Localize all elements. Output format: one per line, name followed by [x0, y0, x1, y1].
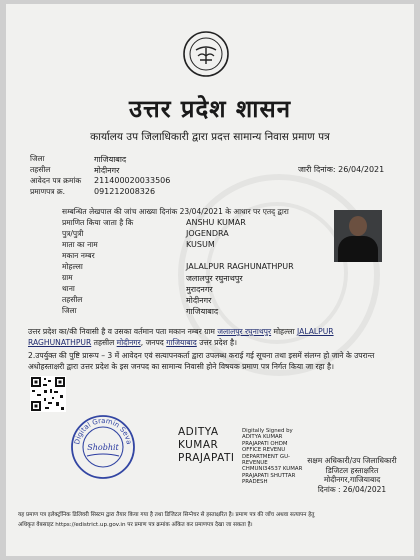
meta-value: 091212008326 [94, 187, 156, 196]
signatory-name [178, 426, 235, 465]
certificate-subtitle: कार्यालय उप जिलाधिकारी द्वारा प्रदत्त सामान्य निवास प्रमाण पत्र [90, 131, 330, 143]
footer-note-line1: यह प्रमाण पत्र इलेक्ट्रॉनिक डिलिवरी सिस्टम द्वारा तैयार किया गया है तथा डिजिटल सिग्नेचर से हस्ताक्षरित है। प्रमाण पत्र की जाँच अथवा सत्यापन हेतु [18, 512, 315, 518]
digital-signature-info: Digitally Signed by ADITYA KUMAR PRAJAPATI OHDM OFFICE REVENU DEPARTMENT GU-REVENUE CHMUNI34537 KUMAR PRAJAPATI SHUTTAR PRADESH [242, 428, 303, 486]
applicant-label: माता का नाम [62, 240, 98, 249]
applicant-label: थाना [62, 284, 75, 293]
seal-text: Digital Gramin Seva [73, 416, 133, 446]
issuing-authority [294, 456, 410, 494]
authority-line: मोदीनगर,गाजियाबाद [323, 475, 381, 484]
statement-tehsil: मोदीनगर [116, 338, 141, 347]
meta-value: 211400020033506 [94, 176, 171, 185]
statement-text: तहसील [91, 338, 117, 347]
statement-text: उत्तर प्रदेश है। [196, 338, 237, 347]
residence-statement [28, 326, 394, 348]
statement-mohalla: JALALPUR RAGHUNATHPUR [28, 327, 334, 347]
page-title: उत्तर प्रदेश शासन [128, 95, 292, 123]
applicant-value: KUSUM [186, 240, 215, 249]
statement-text: मोहल्ला [271, 327, 298, 336]
issue-date-value: 26/04/2021 [338, 165, 385, 174]
up-government-emblem-icon [182, 30, 230, 78]
applicant-value: मुरादनगर [186, 285, 213, 294]
authority-line: डिजिटल हस्ताक्षरित [325, 465, 379, 475]
applicant-label: जिला [62, 306, 77, 315]
issue-date-label: जारी दिनांक: [298, 165, 336, 174]
issue-date [298, 164, 384, 175]
applicant-label: ग्राम [62, 273, 73, 282]
meta-value: गाजियाबाद [94, 155, 127, 164]
meta-label: तहसील [30, 165, 51, 174]
meta-label: आवेदन पत्र क्रमांक [30, 176, 82, 185]
digital-gramin-seva-seal-icon [70, 414, 136, 480]
applicant-value: जलालपुर रघुनाथपुर [186, 274, 243, 283]
qr-code-icon [30, 376, 66, 412]
certificate-sheet [6, 4, 414, 556]
meta-label: जिला [30, 154, 45, 163]
applicant-label: पुत्र/पुत्री [62, 229, 84, 238]
authority-date-value: 26/04/2021 [342, 484, 387, 494]
footer-note-line2: अधिकृत वेबसाइट https://edistrict.up.gov.in पर प्रमाण पत्र क्रमांक अंकित कर प्रमाणपत्र देखा जा सकता है। [18, 522, 253, 528]
applicant-value: मोदीनगर [186, 296, 212, 305]
applicant-value: JALALPUR RAGHUNATHPUR [186, 262, 294, 271]
statement-district: गाजियाबाद [166, 338, 197, 347]
applicant-value: गाजियाबाद [186, 307, 219, 316]
applicant-name: ANSHU KUMAR [186, 218, 246, 227]
authority-date [294, 485, 410, 495]
statement-text: , जनपद [140, 338, 167, 347]
meta-value: मोदीनगर [94, 166, 120, 175]
applicant-label: मोहल्ला [62, 262, 83, 271]
applicant-value: JOGENDRA [186, 229, 229, 238]
applicant-label: तहसील [62, 295, 83, 304]
signatory-name-line: KUMAR [178, 439, 219, 451]
authority-date-label: दिनांक : [317, 484, 341, 494]
statement-text: उत्तर प्रदेश का/की निवासी है व उसका वर्तमान पता मकान नम्बर ग्राम [28, 327, 218, 336]
applicant-label: मकान नम्बर [62, 251, 95, 260]
verification-note: 2.उपर्युक्त की पुष्टि प्रारूप – 3 में आवेदन एवं सत्यापनकर्ता द्वारा उपलब्ध कराई गई सूचना तथा इसमें संलग्न हो जाने के उपरान्त अधोहस्ताक्षरी द्वारा उत्तर प्रदेश के इस जनपद का सामान्य निवासी होने विषयक प्रमाण पत्र निर्गत किया जा रहा है। [28, 351, 375, 371]
meta-label: प्रमाणपत्र क्र. [30, 187, 66, 196]
statement-village: जलालपुर रघुनाथपुर [217, 327, 272, 336]
applicant-photo [334, 210, 382, 262]
signatory-name-line: PRAJAPATI [178, 452, 235, 464]
applicant-label: प्रमाणित किया जाता है कि [62, 218, 134, 227]
verification-intro: सम्बन्धित लेखपाल की जांच आख्या दिनांक 23/04/2021 के आधार पर एतद् द्वारा [62, 207, 289, 216]
signatory-name-line: ADITYA [178, 426, 219, 438]
seal-signature: Shobhit [87, 443, 119, 452]
authority-line: सक्षम अधिकारी/उप जिलाधिकारी [307, 456, 397, 465]
